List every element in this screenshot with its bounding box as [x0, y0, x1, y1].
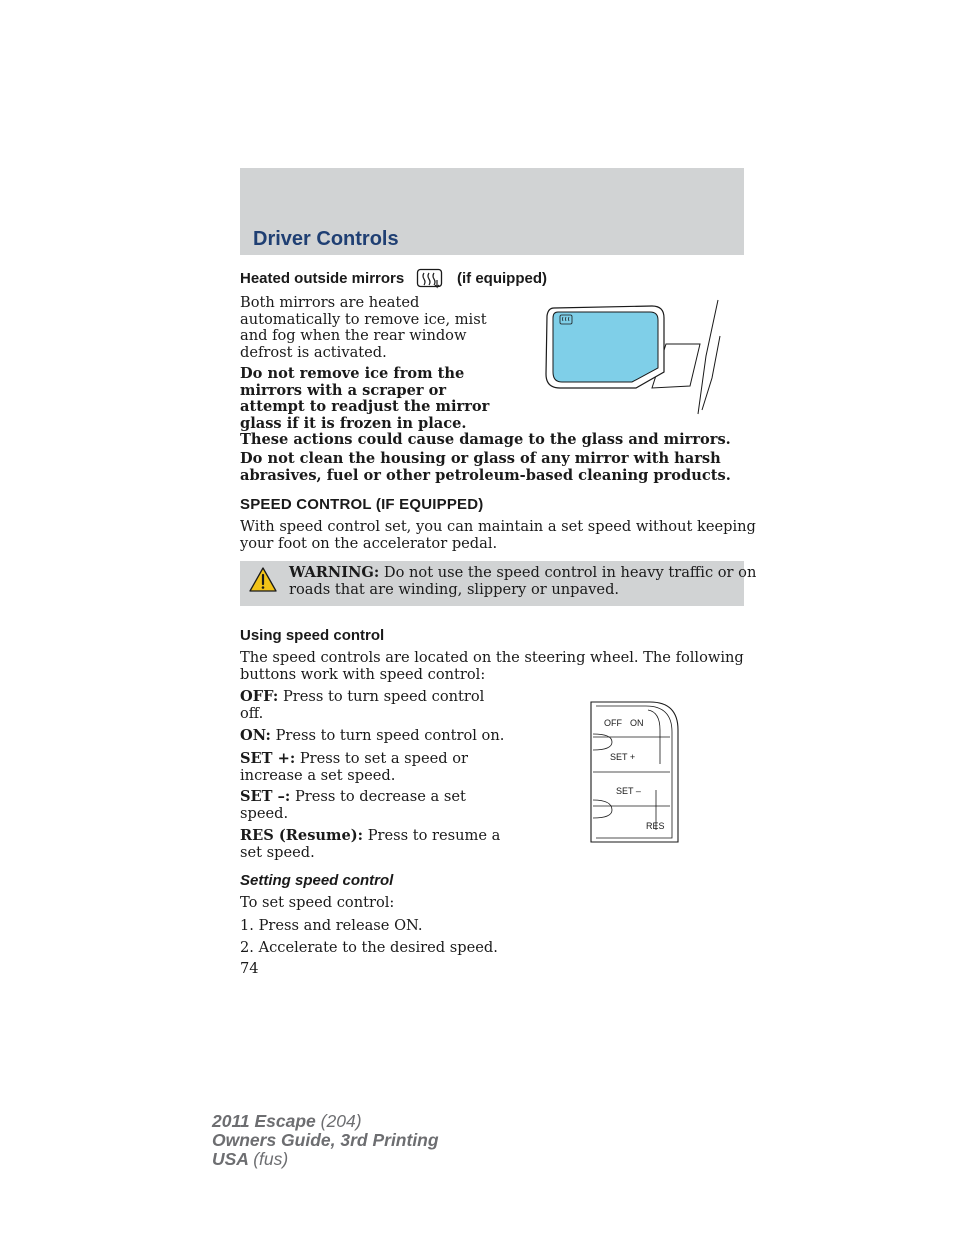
- warning-triangle-icon: [248, 566, 278, 594]
- caution-line: These actions could cause damage to the glass and mirrors.: [240, 431, 731, 448]
- button-label: OFF:: [240, 688, 279, 705]
- step-item: 1. Press and release ON.: [240, 917, 423, 934]
- button-desc-line: increase a set speed.: [240, 766, 396, 784]
- rear-defrost-icon: [416, 268, 444, 290]
- button-desc-set-plus: [240, 751, 500, 784]
- setting-intro: To set speed control:: [240, 894, 395, 911]
- button-desc-line: Press to set a speed or: [299, 750, 469, 767]
- section-title: Driver Controls: [253, 228, 399, 250]
- button-desc-line: off.: [240, 704, 264, 722]
- caution-line: Do not remove ice from the: [240, 365, 465, 382]
- button-label: SET –:: [240, 788, 291, 805]
- intro-line: defrost is activated.: [240, 343, 387, 361]
- button-desc-line: Press to decrease a set: [294, 788, 466, 805]
- caution-line: attempt to readjust the mirror: [240, 398, 490, 415]
- step-item: 2. Accelerate to the desired speed.: [240, 939, 498, 956]
- caution-line: glass if it is frozen in place.: [240, 414, 467, 432]
- button-desc-line: set speed.: [240, 843, 315, 861]
- intro-line: and fog when the rear window: [240, 327, 467, 344]
- using-speed-control-text: [240, 650, 744, 683]
- text-line: The speed controls are located on the steering wheel. The following: [240, 649, 744, 666]
- intro-line: With speed control set, you can maintain a set speed without keeping: [240, 518, 756, 535]
- speed-control-switch-illustration: [588, 700, 682, 846]
- side-mirror-illustration: [540, 296, 724, 416]
- intro-line: Both mirrors are heated: [240, 294, 420, 311]
- caution-line: mirrors with a scraper or: [240, 381, 447, 399]
- caution-line: Do not clean the housing or glass of any mirror with harsh: [240, 450, 721, 467]
- intro-line: automatically to remove ice, mist: [240, 310, 487, 328]
- button-desc-set-minus: [240, 789, 500, 822]
- button-label: SET +:: [240, 750, 296, 767]
- setting-speed-control-heading: Setting speed control: [240, 872, 394, 889]
- button-desc-line: Press to turn speed control: [282, 688, 485, 705]
- button-desc-line: Press to turn speed control on.: [275, 727, 505, 744]
- page-number: 74: [240, 960, 259, 977]
- button-desc-line: speed.: [240, 804, 289, 822]
- intro-line: your foot on the accelerator pedal.: [240, 534, 498, 552]
- warning-line: roads that are winding, slippery or unpaved.: [289, 580, 620, 598]
- footer-market-code: (fus): [253, 1149, 289, 1169]
- footer-market: USA: [212, 1149, 249, 1169]
- caution-line: abrasives, fuel or other petroleum-based cleaning products.: [240, 466, 731, 484]
- warning-text: [289, 564, 757, 598]
- button-desc-off: [240, 689, 500, 722]
- footer-model-code: (204): [320, 1111, 362, 1131]
- button-label: ON:: [240, 727, 271, 744]
- heated-mirrors-heading-text: Heated outside mirrors: [240, 270, 405, 287]
- mirror-caution-1: [240, 365, 731, 449]
- using-speed-control-heading: Using speed control: [240, 627, 385, 644]
- mirror-caution-2: [240, 451, 744, 484]
- speed-control-intro: [240, 518, 756, 552]
- switch-set-plus-label: SET +: [610, 752, 636, 762]
- heated-mirrors-intro: [240, 295, 490, 361]
- switch-set-minus-label: SET –: [616, 786, 641, 796]
- heated-mirrors-heading: [240, 270, 404, 287]
- warning-label: WARNING:: [289, 564, 380, 581]
- footer-guide: Owners Guide, 3rd Printing: [212, 1130, 439, 1150]
- mirror-glass: [553, 312, 658, 382]
- document-footer: [212, 1112, 439, 1169]
- button-desc-line: Press to resume a: [367, 827, 501, 844]
- switch-off-label: OFF: [604, 718, 622, 728]
- button-desc-on: [240, 727, 505, 745]
- text-line: buttons work with speed control:: [240, 665, 486, 683]
- button-desc-res: [240, 828, 500, 861]
- button-label: RES (Resume):: [240, 827, 364, 844]
- heated-mirrors-heading-suffix: (if equipped): [457, 270, 547, 287]
- switch-on-label: ON: [630, 718, 644, 728]
- speed-control-heading: SPEED CONTROL (IF EQUIPPED): [240, 496, 484, 513]
- footer-model: 2011 Escape: [212, 1111, 316, 1131]
- switch-res-label: RES: [646, 821, 665, 831]
- warning-line: Do not use the speed control in heavy traffic or on: [383, 564, 757, 581]
